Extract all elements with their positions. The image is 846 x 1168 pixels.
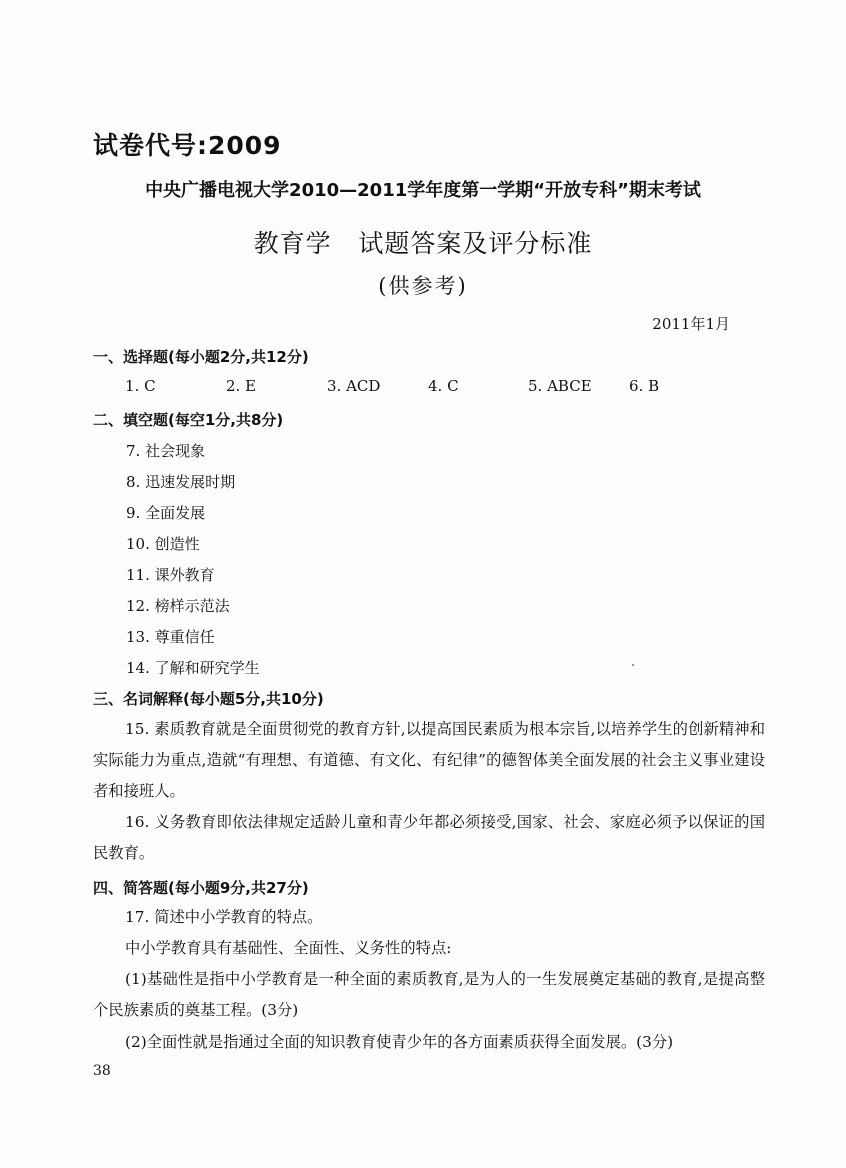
fill-answer: 8. 迅速发展时期 [126,473,236,491]
answer-17-point-2: (2)全面性就是指通过全面的知识教育使青少年的各方面素质获得全面发展。(3分) [125,1033,674,1051]
section-1-heading: 一、选择题(每小题2分,共12分) [93,348,309,366]
choice-answer: 1. C [125,377,156,395]
exam-date: 2011年1月 [652,315,730,333]
page-title: 教育学 试题答案及评分标准 [253,229,593,258]
answer-15-paragraph: 15. 素质教育就是全面贯彻党的教育方针,以提高国民素质为根本宗旨,以培养学生的创新精神和实际能力为重点,造就“有理想、有道德、有文化、有纪律”的德智体美全面发展的社会主义事业建设者和接班人。 [93,720,765,800]
answer-16-paragraph: 16. 义务教育即依法律规定适龄儿童和青少年都必须接受,国家、社会、家庭必须予以保证的国民教育。 [93,813,765,862]
fill-answer: 10. 创造性 [126,535,200,553]
answer-17-intro: 中小学教育具有基础性、全面性、义务性的特点: [125,939,452,957]
scan-speck [632,664,634,666]
fill-answer: 9. 全面发展 [126,504,206,522]
section-3-heading: 三、名词解释(每小题5分,共10分) [93,690,324,708]
choice-answer: 4. C [428,377,459,395]
section-2-heading: 二、填空题(每空1分,共8分) [93,411,284,429]
choice-answer: 3. ACD [327,377,381,395]
choice-answers-row [125,377,725,399]
fill-answer: 13. 尊重信任 [126,628,215,646]
university-exam-title: 中央广播电视大学2010—2011学年度第一学期“开放专科”期末考试 [145,180,701,201]
page-number: 38 [93,1063,111,1079]
paper-code: 试卷代号:2009 [93,131,282,160]
choice-answer: 6. B [629,377,660,395]
fill-answer: 11. 课外教育 [126,566,215,584]
question-17-prompt: 17. 简述中小学教育的特点。 [125,908,323,926]
section-4-heading: 四、简答题(每小题9分,共27分) [93,879,309,897]
fill-answer: 7. 社会现象 [126,442,206,460]
choice-answer: 2. E [226,377,257,395]
fill-answer: 12. 榜样示范法 [126,597,230,615]
page-subtitle: (供参考) [378,274,468,298]
answer-17-point-1: (1)基础性是指中小学教育是一种全面的素质教育,是为人的一生发展奠定基础的教育,是提高整个民族素质的奠基工程。(3分) [93,970,765,1019]
choice-answer: 5. ABCE [528,377,592,395]
fill-answer: 14. 了解和研究学生 [126,659,260,677]
